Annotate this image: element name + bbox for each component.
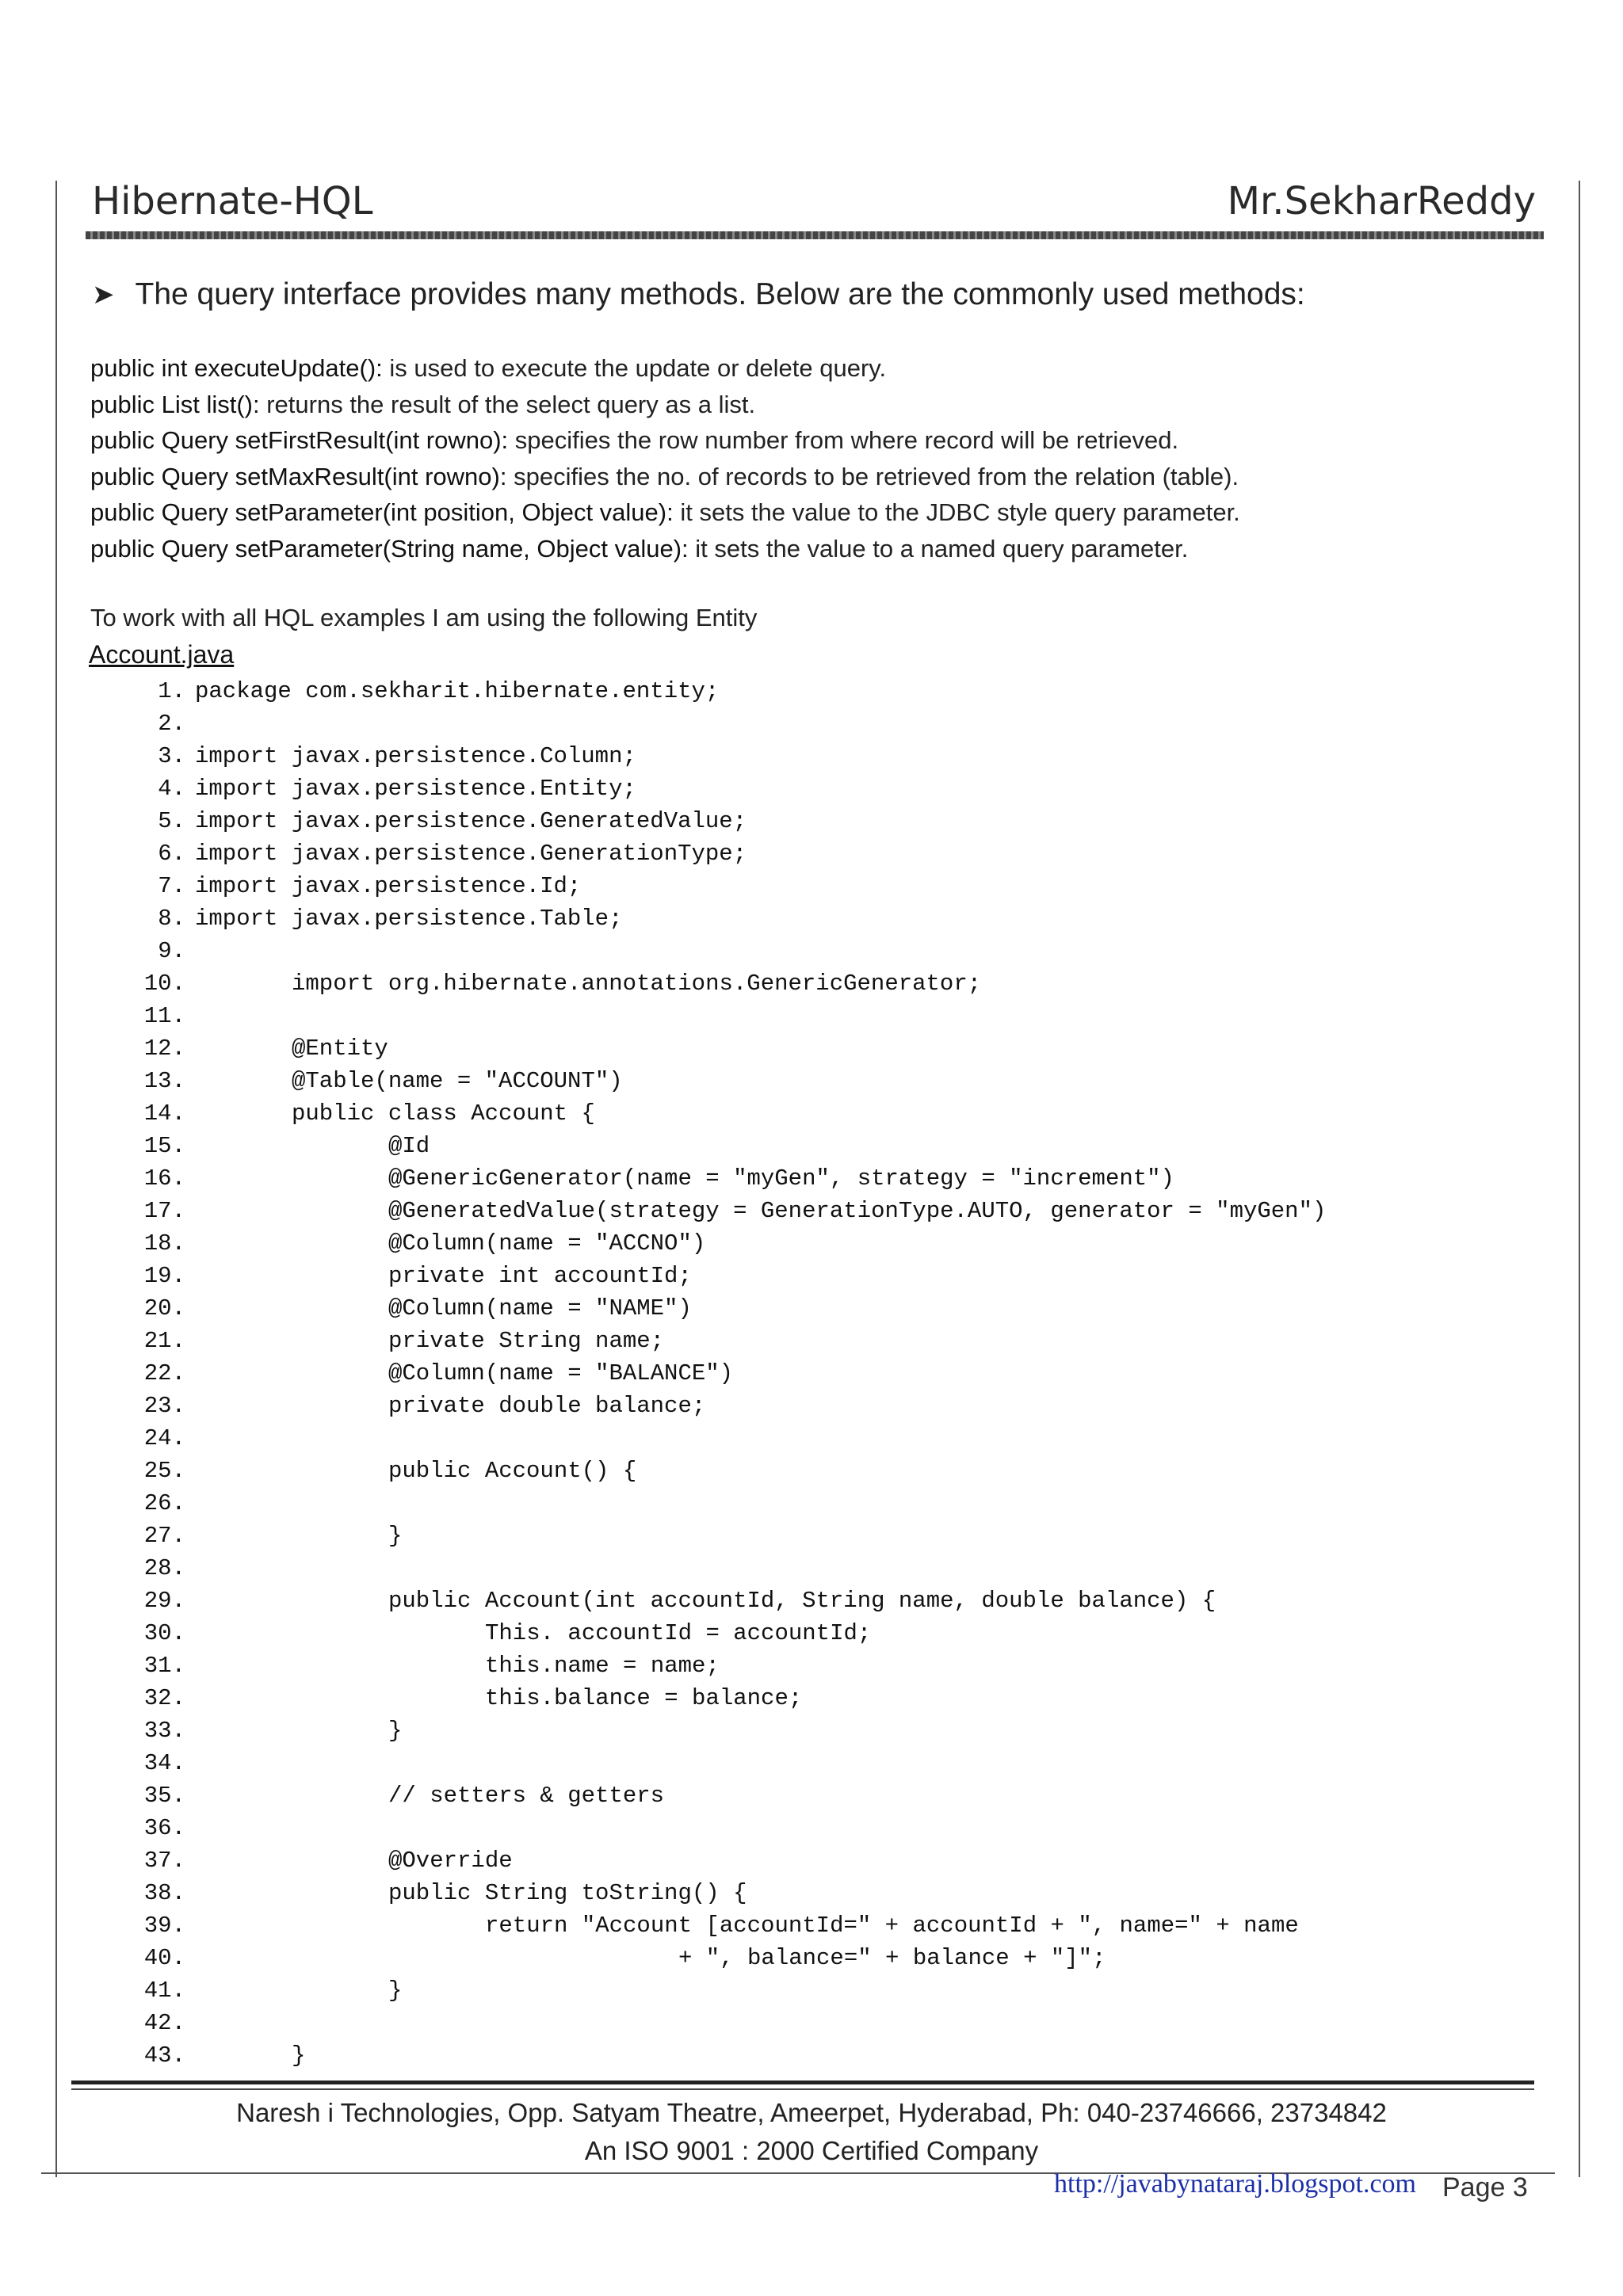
code-line (127, 805, 747, 837)
line-number: 42. (143, 2010, 185, 2036)
code-line (127, 1487, 185, 1520)
code-text: import javax.persistence.Table; (195, 906, 623, 932)
line-number: 16. (143, 1165, 185, 1192)
method-signature: public Query setFirstResult(int rowno): (90, 426, 509, 454)
code-line (127, 1617, 872, 1650)
code-line (127, 1974, 403, 2007)
method-description: it sets the value to the JDBC style query parameter. (673, 498, 1240, 526)
code-text: @GenericGenerator(name = "myGen", strategy = "increment") (388, 1165, 1174, 1192)
methods-list (90, 350, 1240, 566)
line-number: 13. (143, 1068, 185, 1094)
method-row (90, 350, 1240, 387)
code-text: @Column(name = "ACCNO") (388, 1230, 706, 1257)
line-number: 26. (143, 1490, 185, 1516)
code-text: import javax.persistence.GenerationType; (195, 841, 747, 867)
line-number: 4. (158, 776, 185, 802)
line-number: 11. (143, 1003, 185, 1029)
method-description: specifies the row number from where record will be retrieved. (508, 426, 1179, 454)
method-signature: public int executeUpdate(): (90, 354, 383, 382)
code-line (127, 1227, 706, 1260)
code-text: import javax.persistence.Entity; (195, 776, 636, 802)
code-line (127, 1909, 1299, 1942)
code-line (127, 2007, 185, 2039)
line-number: 27. (143, 1523, 185, 1549)
code-line (127, 1162, 1174, 1195)
code-text: This. accountId = accountId; (485, 1620, 872, 1646)
code-line (127, 1585, 1216, 1617)
line-number: 39. (143, 1913, 185, 1939)
code-text: + ", balance=" + balance + "]"; (678, 1945, 1106, 1971)
code-line (127, 2039, 306, 2072)
line-number: 2. (158, 711, 185, 737)
method-row (90, 422, 1240, 459)
line-number: 38. (143, 1880, 185, 1906)
method-row (90, 531, 1240, 567)
code-line (127, 1422, 185, 1455)
code-text: public class Account { (292, 1100, 595, 1127)
method-row (90, 459, 1240, 495)
footer-rule (71, 2081, 1534, 2084)
code-text: this.balance = balance; (485, 1685, 803, 1711)
code-line (127, 935, 185, 967)
line-number: 25. (143, 1458, 185, 1484)
footer-certification: An ISO 9001 : 2000 Certified Company (584, 2136, 1039, 2165)
code-text: // setters & getters (388, 1783, 665, 1809)
line-number: 32. (143, 1685, 185, 1711)
code-text: @GeneratedValue(strategy = GenerationType.AUTO, generator = "myGen") (388, 1198, 1327, 1224)
code-line (127, 1390, 706, 1422)
arrow-bullet-icon: ➤ (92, 280, 115, 310)
code-line (127, 902, 623, 935)
header-rule (86, 231, 1544, 239)
entity-note: To work with all HQL examples I am using the following Entity (90, 604, 758, 631)
code-line (127, 1325, 665, 1357)
code-text: @Table(name = "ACCOUNT") (292, 1068, 623, 1094)
code-text: } (292, 2042, 306, 2069)
line-number: 9. (158, 938, 185, 964)
code-line (127, 1714, 403, 1747)
code-line (127, 772, 636, 805)
code-text: private double balance; (388, 1393, 706, 1419)
method-description: specifies the no. of records to be retrieved from the relation (table). (506, 462, 1239, 490)
blog-url-link[interactable]: http://javabynataraj.blogspot.com (1054, 2169, 1417, 2199)
line-number: 19. (143, 1263, 185, 1289)
code-text: @Id (388, 1133, 430, 1159)
line-number: 40. (143, 1945, 185, 1971)
code-text: package com.sekharit.hibernate.entity; (195, 678, 720, 704)
line-number: 31. (143, 1653, 185, 1679)
code-text: import javax.persistence.Column; (195, 743, 636, 769)
method-signature: public List list(): (90, 390, 260, 418)
intro-text: The query interface provides many methods. Below are the commonly used methods: (135, 277, 1305, 311)
code-text: @Column(name = "NAME") (388, 1295, 692, 1322)
code-text: import javax.persistence.Id; (195, 873, 582, 899)
code-line (127, 1292, 692, 1325)
code-line (127, 1000, 185, 1032)
line-number: 29. (143, 1588, 185, 1614)
code-line (127, 1195, 1327, 1227)
line-number: 37. (143, 1848, 185, 1874)
line-number: 14. (143, 1100, 185, 1127)
code-line (127, 1520, 403, 1552)
code-text: this.name = name; (485, 1653, 720, 1679)
method-description: it sets the value to a named query parameter. (688, 534, 1189, 563)
method-row (90, 494, 1240, 531)
line-number: 30. (143, 1620, 185, 1646)
line-number: 20. (143, 1295, 185, 1322)
code-line (127, 1877, 747, 1909)
footer-address: Naresh i Technologies, Opp. Satyam Theatre, Ameerpet, Hyderabad, Ph: 040-23746666, 23734842 (236, 2098, 1387, 2127)
code-line (127, 707, 185, 740)
code-text: import javax.persistence.GeneratedValue; (195, 808, 747, 834)
line-number: 1. (158, 678, 185, 704)
code-line (127, 1812, 185, 1844)
code-line (127, 1032, 388, 1065)
code-line (127, 1260, 692, 1292)
code-line (127, 1682, 803, 1714)
line-number: 21. (143, 1328, 185, 1354)
code-text: @Entity (292, 1035, 388, 1062)
code-line (127, 675, 720, 707)
code-text: @Override (388, 1848, 513, 1874)
line-number: 3. (158, 743, 185, 769)
intro-line (92, 277, 1305, 312)
line-number: 35. (143, 1783, 185, 1809)
code-text: public Account(int accountId, String name, double balance) { (388, 1588, 1216, 1614)
line-number: 36. (143, 1815, 185, 1841)
line-number: 33. (143, 1718, 185, 1744)
code-text: } (388, 1718, 403, 1744)
line-number: 5. (158, 808, 185, 834)
line-number: 7. (158, 873, 185, 899)
code-line (127, 1844, 513, 1877)
code-line (127, 1779, 665, 1812)
code-text: public String toString() { (388, 1880, 747, 1906)
code-text: private String name; (388, 1328, 665, 1354)
code-line (127, 1130, 430, 1162)
page-number: Page 3 (1442, 2172, 1528, 2203)
code-text: return "Account [accountId=" + accountId + ", name=" + name (485, 1913, 1299, 1939)
line-number: 24. (143, 1425, 185, 1451)
code-line (127, 1097, 595, 1130)
code-text: private int accountId; (388, 1263, 692, 1289)
footer-rule-thin (71, 2088, 1534, 2090)
code-text: } (388, 1523, 403, 1549)
header-author: Mr.SekharReddy (1227, 179, 1536, 223)
code-line (127, 740, 636, 772)
method-signature: public Query setParameter(String name, Object value): (90, 534, 689, 563)
code-line (127, 837, 747, 870)
code-line (127, 1065, 623, 1097)
code-line (127, 1942, 1106, 1974)
line-number: 10. (143, 971, 185, 997)
code-text: } (388, 1978, 403, 2004)
header-title: Hibernate-HQL (92, 179, 373, 223)
method-description: is used to execute the update or delete query. (382, 354, 887, 382)
code-line (127, 870, 582, 902)
line-number: 34. (143, 1750, 185, 1776)
line-number: 6. (158, 841, 185, 867)
code-listing (127, 675, 1327, 2072)
code-line (127, 1747, 185, 1779)
line-number: 23. (143, 1393, 185, 1419)
code-text: import org.hibernate.annotations.GenericGenerator; (292, 971, 982, 997)
method-signature: public Query setParameter(int position, Object value): (90, 498, 674, 526)
line-number: 18. (143, 1230, 185, 1257)
line-number: 28. (143, 1555, 185, 1581)
file-name-heading: Account.java (89, 640, 235, 669)
code-line (127, 1552, 185, 1585)
code-line (127, 1357, 734, 1390)
line-number: 12. (143, 1035, 185, 1062)
method-row (90, 387, 1240, 423)
method-description: returns the result of the select query as a list. (259, 390, 756, 418)
code-text: public Account() { (388, 1458, 637, 1484)
code-text: @Column(name = "BALANCE") (388, 1360, 734, 1386)
line-number: 15. (143, 1133, 185, 1159)
line-number: 22. (143, 1360, 185, 1386)
code-line (127, 967, 982, 1000)
method-signature: public Query setMaxResult(int rowno): (90, 462, 507, 490)
line-number: 8. (158, 906, 185, 932)
line-number: 41. (143, 1978, 185, 2004)
line-number: 17. (143, 1198, 185, 1224)
code-line (127, 1455, 637, 1487)
code-line (127, 1650, 720, 1682)
line-number: 43. (143, 2042, 185, 2069)
